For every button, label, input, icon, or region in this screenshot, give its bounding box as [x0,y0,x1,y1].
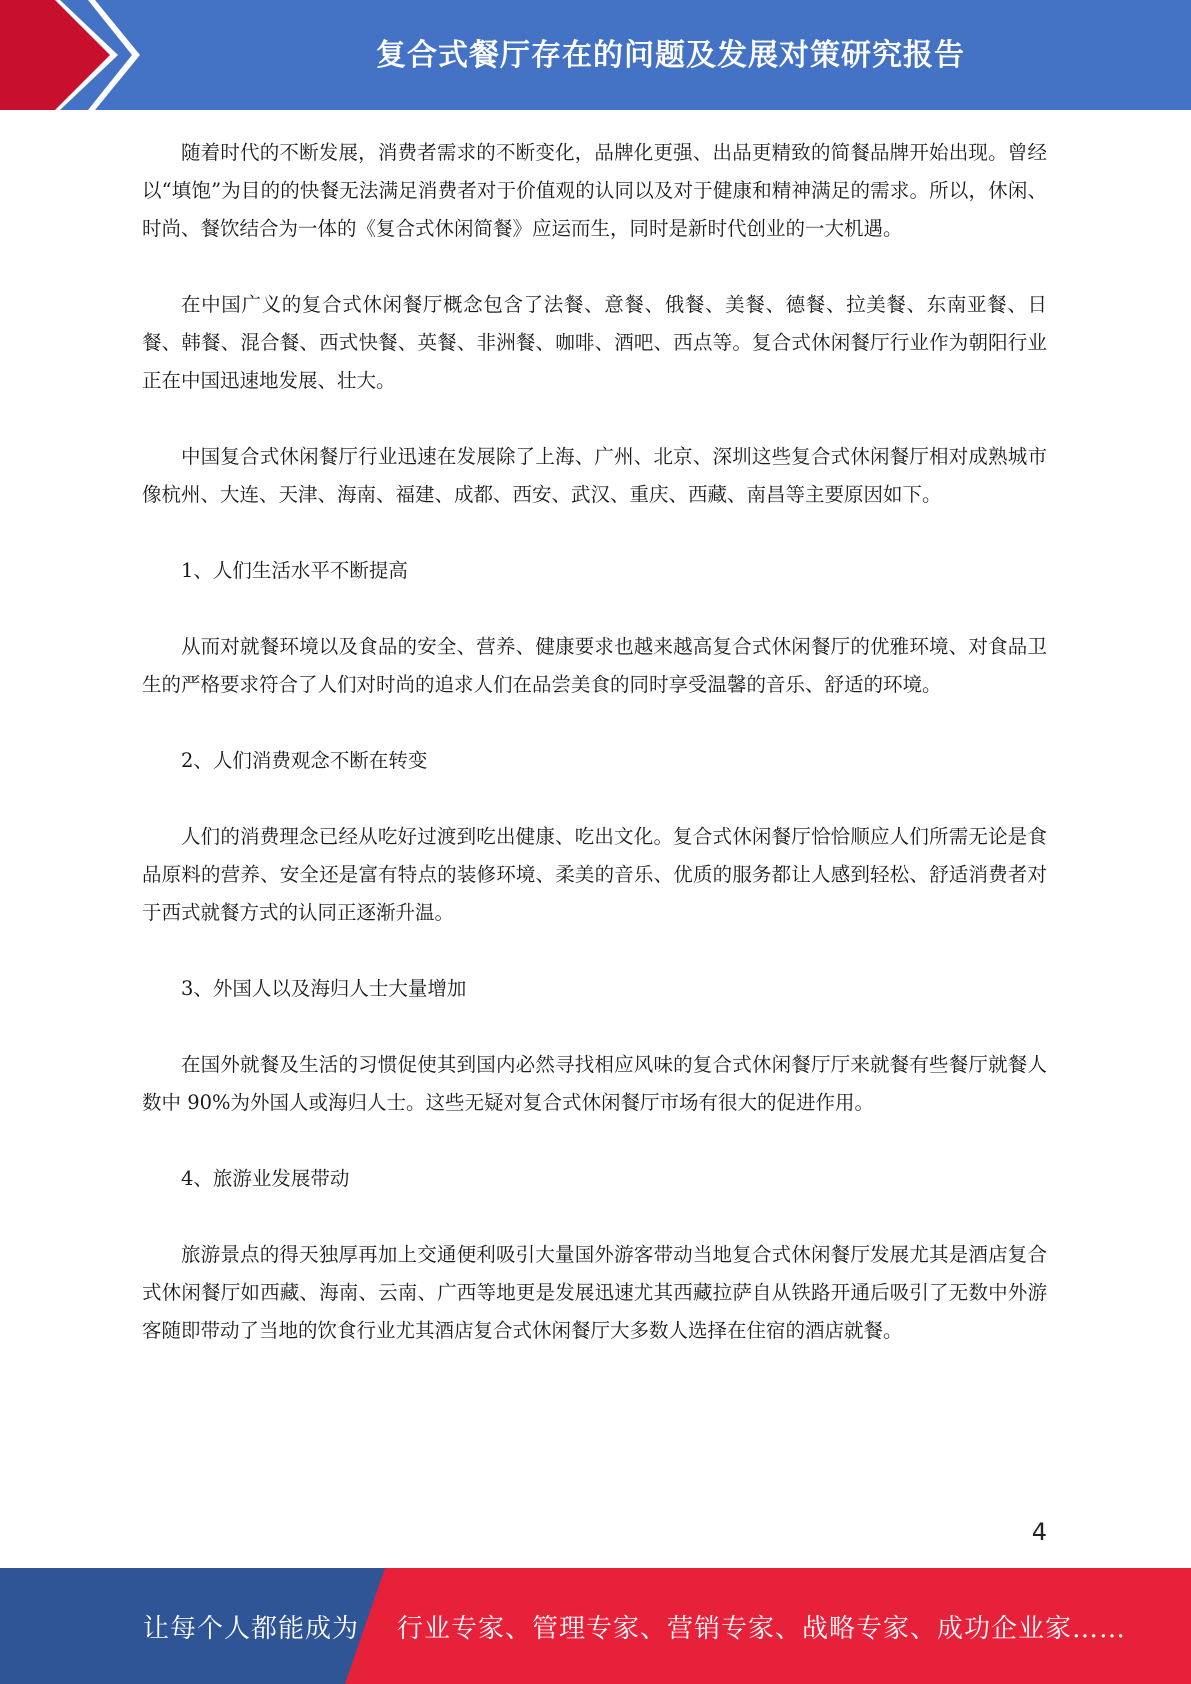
paragraph: 人们的消费理念已经从吃好过渡到吃出健康、吃出文化。复合式休闲餐厅恰恰顺应人们所需无论是食品原料的营养、安全还是富有特点的装修环境、柔美的音乐、优质的服务都让人感到轻松、舒适消费者对于西式就餐方式的认同正逐渐升温。 [142,825,1047,924]
footer-slogan-right: 行业专家、管理专家、营销专家、战略专家、成功企业家…… [397,1613,1127,1644]
section-heading: 1、人们生活水平不断提高 [181,559,408,582]
footer-slogan-left: 让每个人都能成为 [143,1613,360,1644]
document-body [142,134,1047,1350]
page-number: 4 [1031,1518,1047,1546]
paragraph: 在国外就餐及生活的习惯促使其到国内必然寻找相应风味的复合式休闲餐厅厅来就餐有些餐厅就餐人数中 90%为外国人或海归人士。这些无疑对复合式休闲餐厅市场有很大的促进作用。 [142,1053,1047,1114]
section-heading: 3、外国人以及海归人士大量增加 [181,977,467,1000]
document-title: 复合式餐厅存在的问题及发展对策研究报告 [376,38,965,73]
footer-banner [0,1568,1191,1684]
paragraph: 从而对就餐环境以及食品的安全、营养、健康要求也越来越高复合式休闲餐厅的优雅环境、对食品卫生的严格要求符合了人们对时尚的追求人们在品尝美食的同时享受温馨的音乐、舒适的环境。 [142,635,1047,696]
paragraph: 旅游景点的得天独厚再加上交通便利吸引大量国外游客带动当地复合式休闲餐厅发展尤其是酒店复合式休闲餐厅如西藏、海南、云南、广西等地更是发展迅速尤其西藏拉萨自从铁路开通后吸引了无数中外游客随即带动了当地的饮食行业尤其酒店复合式休闲餐厅大多数人选择在住宿的酒店就餐。 [142,1243,1047,1342]
section-heading: 2、人们消费观念不断在转变 [181,749,428,772]
header-arrow-decoration [0,0,160,110]
header-bar [0,0,1191,110]
paragraph: 中国复合式休闲餐厅行业迅速在发展除了上海、广州、北京、深圳这些复合式休闲餐厅相对成熟城市像杭州、大连、天津、海南、福建、成都、西安、武汉、重庆、西藏、南昌等主要原因如下。 [142,445,1047,506]
paragraph: 在中国广义的复合式休闲餐厅概念包含了法餐、意餐、俄餐、美餐、德餐、拉美餐、东南亚餐、日餐、韩餐、混合餐、西式快餐、英餐、非洲餐、咖啡、酒吧、西点等。复合式休闲餐厅行业作为朝阳行业正在中国迅速地发展、壮大。 [142,293,1047,392]
paragraph: 随着时代的不断发展，消费者需求的不断变化，品牌化更强、出品更精致的简餐品牌开始出现。曾经以“填饱”为目的的快餐无法满足消费者对于价值观的认同以及对于健康和精神满足的需求。所以，休闲、时尚、餐饮结合为一体的《复合式休闲简餐》应运而生，同时是新时代创业的一大机遇。 [142,141,1047,240]
section-heading: 4、旅游业发展带动 [181,1167,350,1190]
